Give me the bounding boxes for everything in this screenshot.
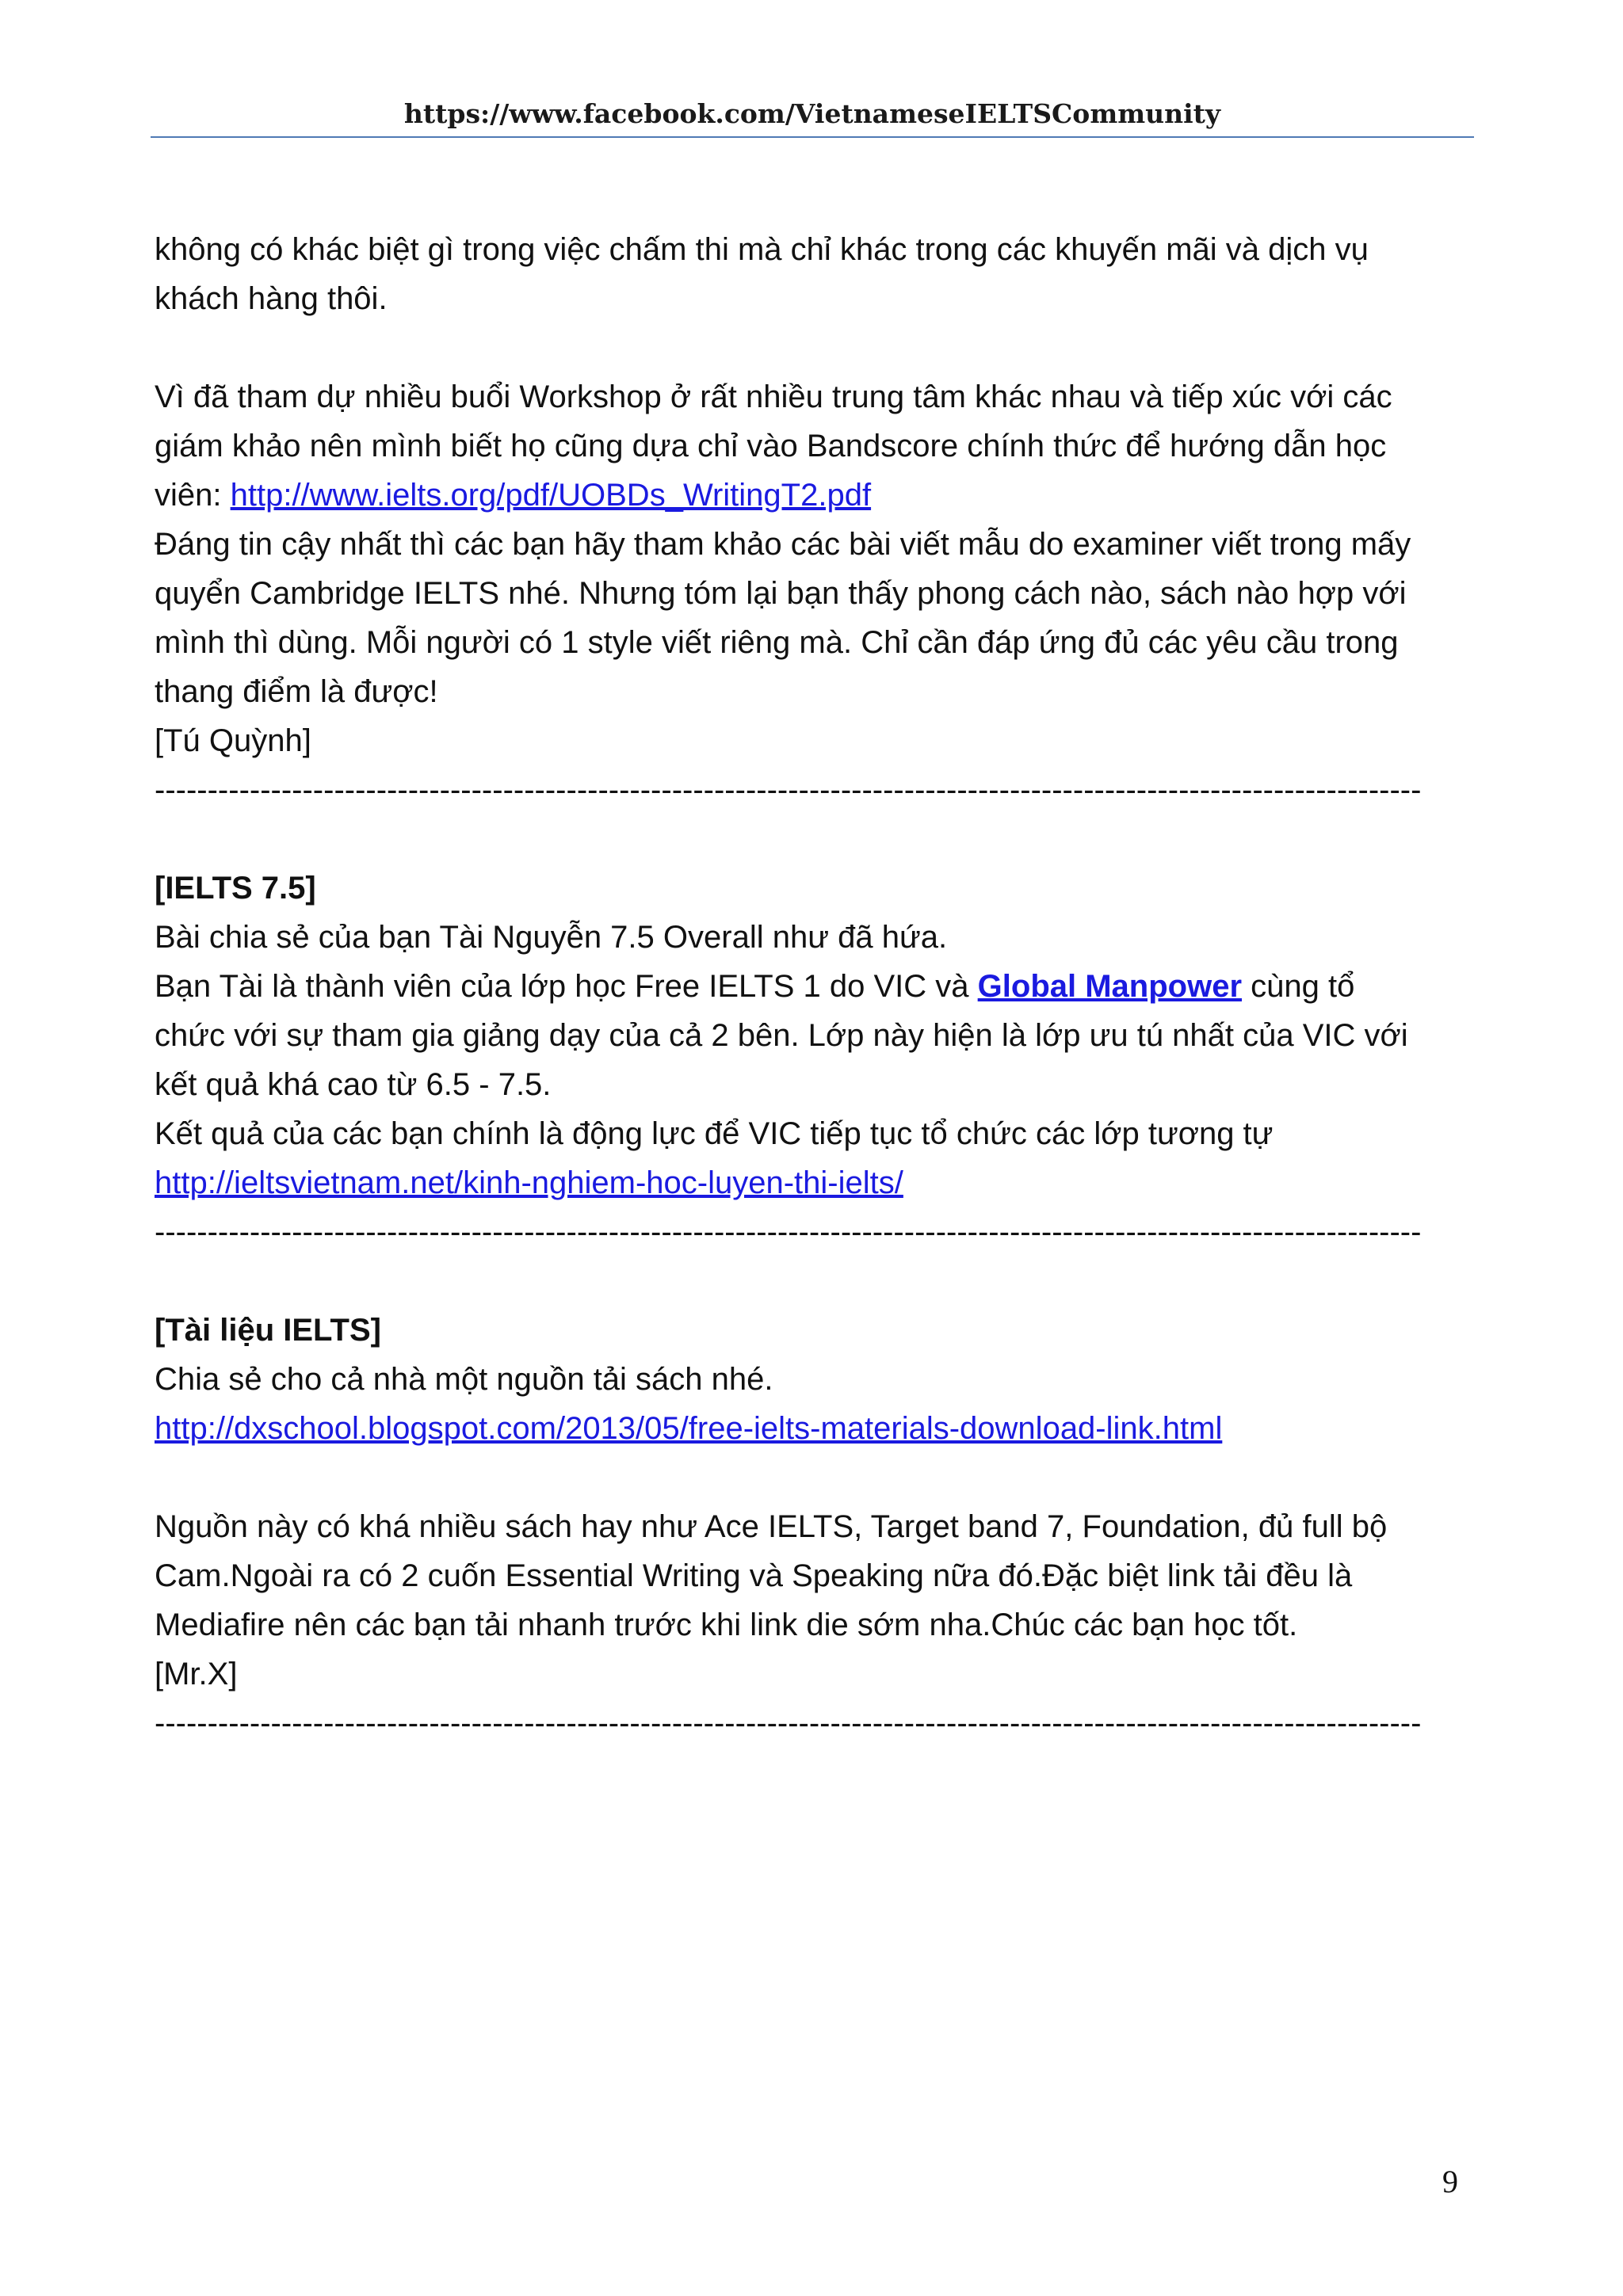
- section1-line9: thang điểm là được!: [155, 674, 438, 709]
- spacer: [155, 1453, 1486, 1502]
- page-header-url[interactable]: https://www.facebook.com/VietnameseIELTSCommunity: [403, 98, 1221, 129]
- section2-line2-prefix: Bạn Tài là thành viên của lớp học Free IELTS 1 do VIC và: [155, 969, 978, 1004]
- header-divider: [151, 136, 1474, 138]
- separator-2: ------------------------------------------------------------------------------------------------------------------------: [155, 1215, 1422, 1249]
- separator-3: ------------------------------------------------------------------------------------------------------------------------: [155, 1706, 1422, 1741]
- section2-line2: [155, 962, 1486, 1011]
- section3-line1: Chia sẻ cho cả nhà một nguồn tải sách nhé.: [155, 1362, 773, 1397]
- section1-author: [Tú Quỳnh]: [155, 723, 311, 758]
- dxschool-link[interactable]: http://dxschool.blogspot.com/2013/05/free-ielts-materials-download-link.html: [155, 1411, 1223, 1446]
- page-number: 9: [1442, 2164, 1458, 2199]
- section2-line1: Bài chia sẻ của bạn Tài Nguyễn 7.5 Overall như đã hứa.: [155, 920, 948, 955]
- spacer: [155, 323, 1486, 372]
- section2-line2-suffix: cùng tổ: [1242, 969, 1355, 1004]
- global-manpower-link[interactable]: Global Manpower: [977, 969, 1243, 1004]
- section1-line2: khách hàng thôi.: [155, 281, 388, 316]
- section2-line5: Kết quả của các bạn chính là động lực để VIC tiếp tục tổ chức các lớp tương tự: [155, 1116, 1274, 1151]
- section3-line4: Mediafire nên các bạn tải nhanh trước khi link die sớm nha.Chúc các bạn học tốt.: [155, 1608, 1298, 1642]
- section1-line8: mình thì dùng. Mỗi người có 1 style viết riêng mà. Chỉ cần đáp ứng đủ các yêu cầu trong: [155, 625, 1399, 660]
- separator-1: ------------------------------------------------------------------------------------------------------------------------: [155, 772, 1422, 807]
- section1-line6: Đáng tin cậy nhất thì các bạn hãy tham khảo các bài viết mẫu do examiner viết trong mấy: [155, 527, 1411, 562]
- spacer: [155, 1257, 1486, 1306]
- section1-line3: Vì đã tham dự nhiều buổi Workshop ở rất nhiều trung tâm khác nhau và tiếp xúc với các: [155, 379, 1392, 414]
- section2-line4: kết quả khá cao từ 6.5 - 7.5.: [155, 1067, 552, 1102]
- ieltsvietnam-link[interactable]: http://ieltsvietnam.net/kinh-nghiem-hoc-luyen-thi-ielts/: [155, 1165, 903, 1200]
- section1-line5: [155, 471, 1486, 520]
- section1-line1: không có khác biệt gì trong việc chấm thi mà chỉ khác trong các khuyến mãi và dịch vụ: [155, 232, 1369, 267]
- section2-line3: chức với sự tham gia giảng dạy của cả 2 bên. Lớp này hiện là lớp ưu tú nhất của VIC với: [155, 1018, 1408, 1053]
- section3-line2: Nguồn này có khá nhiều sách hay như Ace IELTS, Target band 7, Foundation, đủ full bộ: [155, 1509, 1388, 1544]
- section1-line4: giám khảo nên mình biết họ cũng dựa chỉ vào Bandscore chính thức để hướng dẫn học: [155, 429, 1387, 463]
- section3-line3: Cam.Ngoài ra có 2 cuốn Essential Writing và Speaking nữa đó.Đặc biệt link tải đều là: [155, 1558, 1353, 1593]
- section2-title: [IELTS 7.5]: [155, 871, 316, 906]
- ielts-bandscore-link[interactable]: http://www.ielts.org/pdf/UOBDs_WritingT2.pdf: [230, 478, 872, 513]
- section1-line7: quyển Cambridge IELTS nhé. Nhưng tóm lại bạn thấy phong cách nào, sách nào hợp với: [155, 576, 1407, 611]
- document-body: [155, 225, 1486, 1748]
- section1-line5-prefix: viên:: [155, 478, 231, 513]
- section3-title: [Tài liệu IELTS]: [155, 1313, 381, 1348]
- spacer: [155, 814, 1486, 864]
- section3-author: [Mr.X]: [155, 1657, 238, 1691]
